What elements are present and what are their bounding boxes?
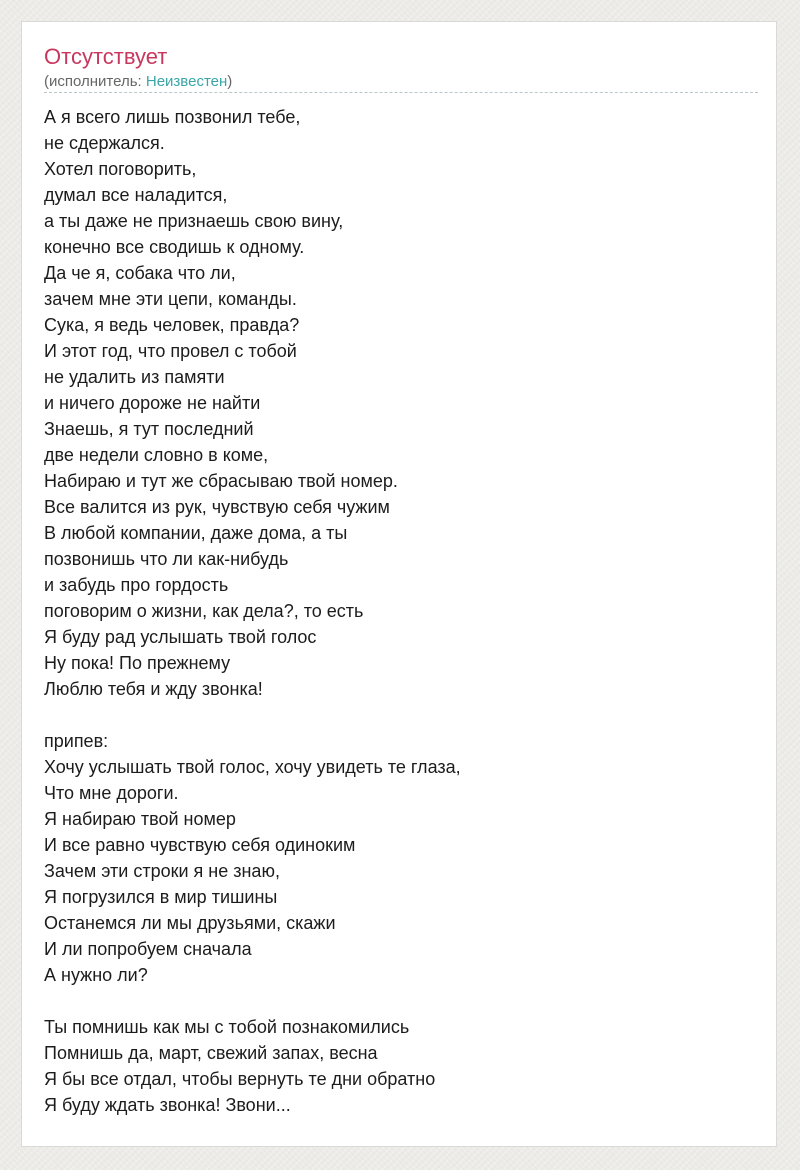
artist-line [44, 73, 232, 91]
artist-link[interactable]: Неизвестен [145, 73, 228, 90]
lyrics-card [21, 21, 777, 1147]
artist-prefix: (исполнитель: [44, 73, 146, 90]
title-divider [44, 92, 758, 93]
lyrics-text: А я всего лишь позвонил тебе, не сдержался. Хотел поговорить, думал все наладится, а ты даже не признаешь свою вину, конечно все сводишь к одному. Да че я, собака что ли, зачем мне эти цепи, команды. Сука, я ведь человек, правда? И этот год, что провел с тобой не удалить из памяти и ничего дороже не найти Знаешь, я тут последний две недели словно в коме, Набираю и тут же сбрасываю твой номер. Все валится из рук, чувствую себя чужим В любой компании, даже дома, а ты позвонишь что ли как-нибудь и забудь про гордость поговорим о жизни, как дела?, то есть Я буду рад услышать твой голос Ну пока! По прежнему Люблю тебя и жду звонка! припев: Хочу услышать твой голос, хочу увидеть те глаза, Что мне дороги. Я набираю твой номер И все равно чувствую себя одиноким Зачем эти строки я не знаю, Я погрузился в мир тишины Останемся ли мы друзьями, скажи И ли попробуем сначала А нужно ли? Ты помнишь как мы с тобой познакомились Помнишь да, март, свежий запах, весна Я бы все отдал, чтобы вернуть те дни обратно Я буду ждать звонка! Звони... [44, 107, 461, 1115]
artist-suffix: ) [227, 73, 233, 90]
song-title: Отсутствует [44, 44, 168, 69]
